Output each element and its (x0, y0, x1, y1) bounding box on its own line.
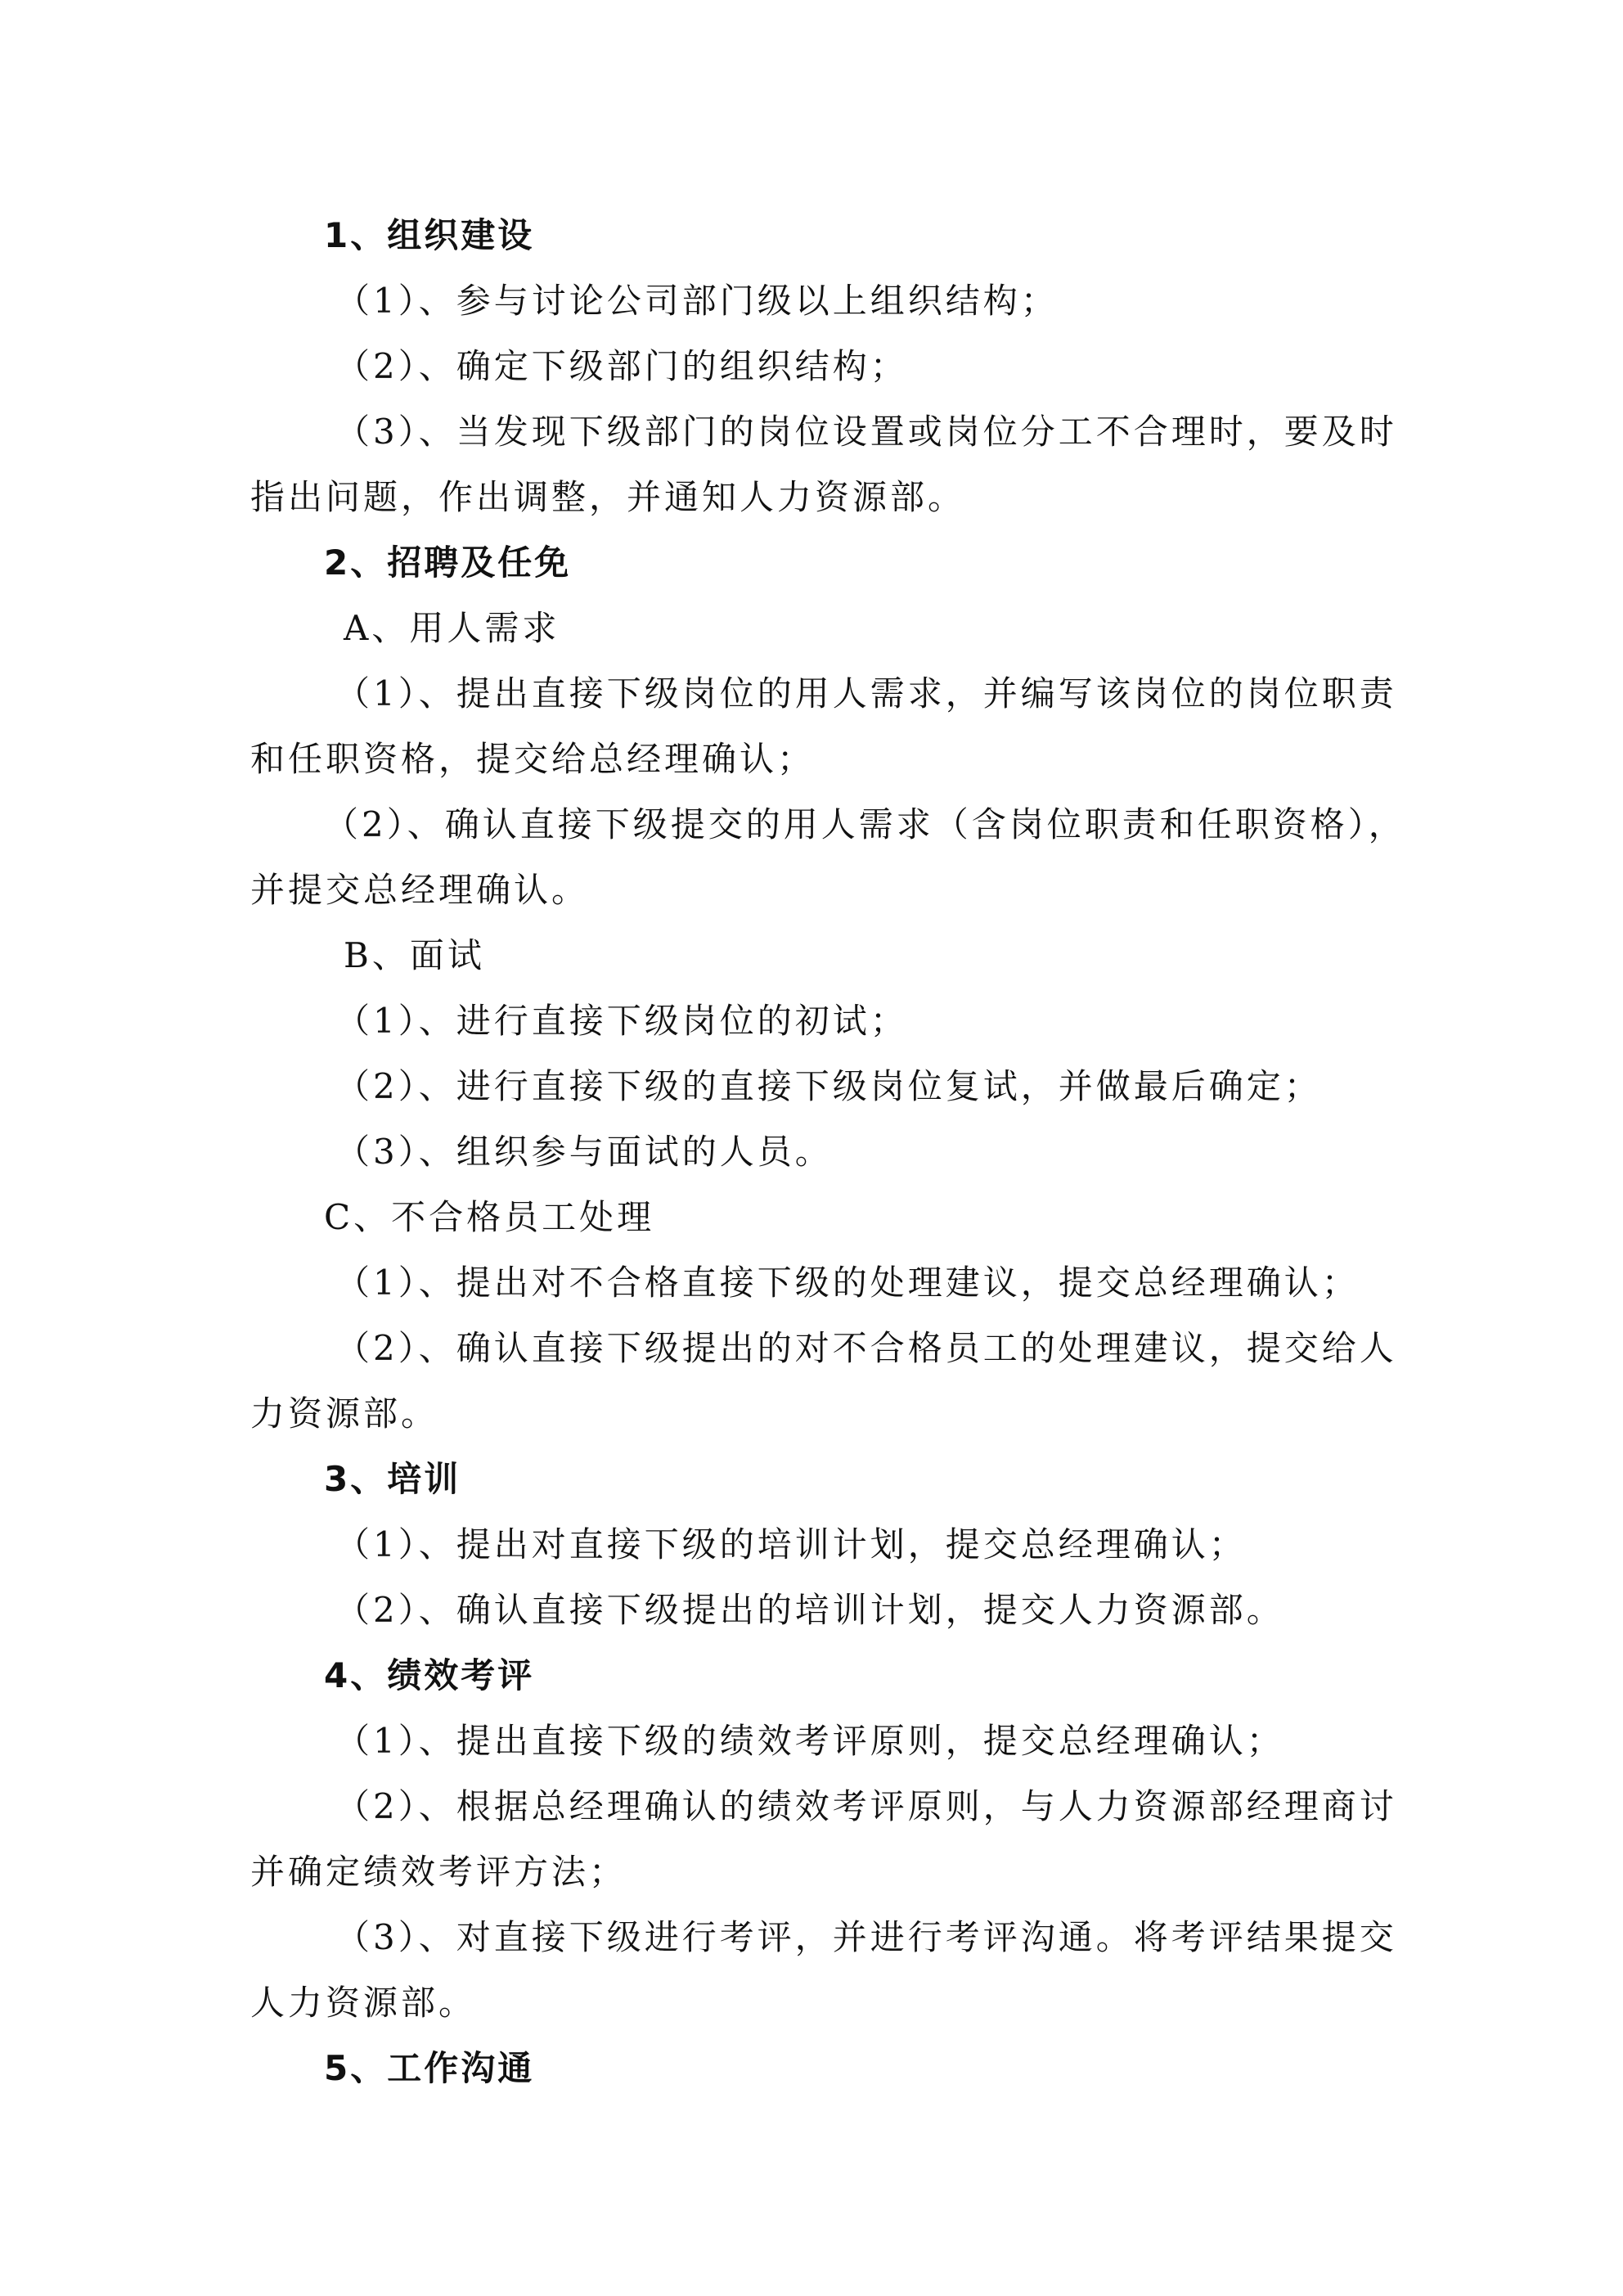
text-line: （1）、参与讨论公司部门级以上组织结构； (335, 281, 1059, 321)
text-line: （2）、确认直接下级提交的用人需求（含岗位职责和任职资格）， (324, 804, 1406, 844)
text-line: （2）、根据总经理确认的绩效考评原则，与人力资源部经理商讨 (335, 1786, 1397, 1826)
text-line: 和任职资格，提交给总经理确认； (250, 739, 816, 779)
text-line: （3）、当发现下级部门的岗位设置或岗位分工不合理时，要及时 (335, 412, 1397, 452)
text-line: （2）、确认直接下级提出的对不合格员工的处理建议，提交给人 (335, 1328, 1397, 1368)
text-line: （2）、确认直接下级提出的培训计划，提交人力资源部。 (335, 1590, 1284, 1630)
section-heading-org: 1、组织建设 (324, 215, 535, 255)
subheading-c: C、不合格员工处理 (324, 1197, 655, 1237)
text-line: （1）、提出对不合格直接下级的处理建议，提交总经理确认； (335, 1263, 1360, 1303)
subheading-a: A、用人需求 (344, 608, 560, 648)
text-line: （1）、提出直接下级岗位的用人需求，并编写该岗位的岗位职责 (335, 673, 1397, 714)
section-heading-training: 3、培训 (324, 1459, 461, 1499)
text-line: （2）、确定下级部门的组织结构； (335, 346, 908, 386)
text-line: （3）、对直接下级进行考评，并进行考评沟通。将考评结果提交 (335, 1917, 1397, 1957)
text-line: （1）、进行直接下级岗位的初试； (335, 1001, 908, 1041)
text-line: 力资源部。 (250, 1393, 439, 1434)
text-line: 人力资源部。 (250, 1983, 477, 2023)
subheading-b: B、面试 (344, 935, 485, 975)
text-line: （1）、提出对直接下级的培训计划，提交总经理确认； (335, 1524, 1247, 1564)
section-heading-performance: 4、绩效考评 (324, 1655, 535, 1695)
section-heading-communication: 5、工作沟通 (324, 2048, 535, 2088)
text-line: 并提交总经理确认。 (250, 870, 590, 910)
section-heading-recruit: 2、招聘及任免 (324, 542, 572, 583)
text-line: （1）、提出直接下级的绩效考评原则，提交总经理确认； (335, 1721, 1284, 1761)
text-line: （2）、进行直接下级的直接下级岗位复试，并做最后确定； (335, 1066, 1322, 1106)
text-line: 并确定绩效考评方法； (250, 1852, 627, 1892)
text-line: 指出问题，作出调整，并通知人力资源部。 (250, 477, 966, 517)
text-line: （3）、组织参与面试的人员。 (335, 1132, 833, 1172)
